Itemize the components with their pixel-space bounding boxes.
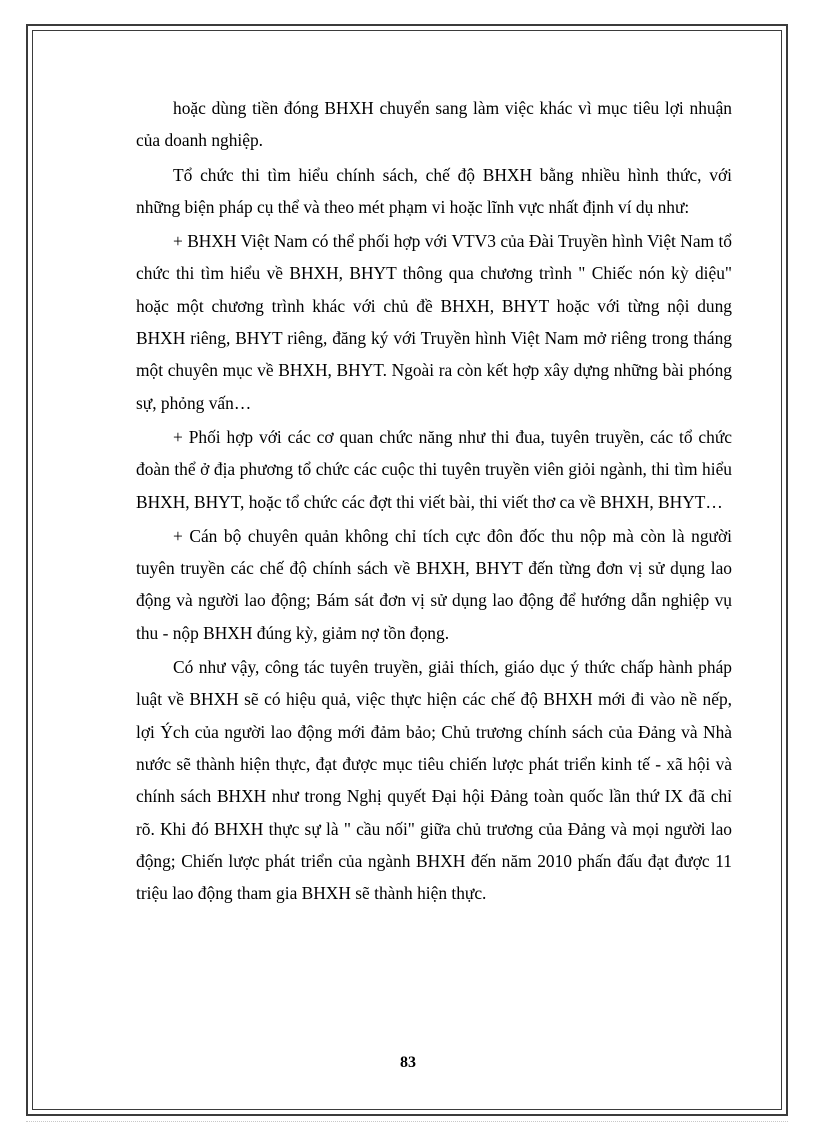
page-number: 83	[400, 1054, 416, 1071]
paragraph-3: + BHXH Việt Nam có thể phối hợp với VTV3 của Đài Truyền hình Việt Nam tổ chức thi tìm hiểu về BHXH, BHYT thông qua chương trình " Chiếc nón kỳ diệu" hoặc một chương trình khác với chủ đề BHXH, BHYT hoặc với từng nội dung BHXH riêng, BHYT riêng, đăng ký với Truyền hình Việt Nam mở riêng trong tháng một chuyên mục về BHXH, BHYT. Ngoài ra còn kết hợp xây dựng những bài phóng sự, phỏng vấn…	[136, 231, 732, 413]
paragraph-5: + Cán bộ chuyên quản không chỉ tích cực đôn đốc thu nộp mà còn là người tuyên truyền các chế độ chính sách về BHXH, BHYT đến từng đơn vị sử dụng lao động và người lao động; Bám sát đơn vị sử dụng lao động để hướng dẫn nghiệp vụ thu - nộp BHXH đúng kỳ, giảm nợ tồn đọng.	[136, 525, 732, 643]
paragraph-1: hoặc dùng tiền đóng BHXH chuyển sang làm việc khác vì mục tiêu lợi nhuận của doanh nghiệp.	[136, 98, 732, 151]
paragraph-4: + Phối hợp với các cơ quan chức năng như thi đua, tuyên truyền, các tổ chức đoàn thể ở địa phương tổ chức các cuộc thi tuyên truyền viên giỏi ngành, thi tìm hiểu BHXH, BHYT, hoặc tổ chức các đợt thi viết bài, thi viết thơ ca về BHXH, BHYT…	[136, 426, 732, 512]
paragraph-2: Tổ chức thi tìm hiểu chính sách, chế độ BHXH bằng nhiều hình thức, với những biện pháp cụ thể và theo mét phạm vi hoặc lĩnh vực nhất định ví dụ như:	[136, 164, 732, 217]
footer-divider	[26, 1121, 788, 1122]
paragraph-6: Có như vậy, công tác tuyên truyền, giải thích, giáo dục ý thức chấp hành pháp luật về BHXH sẽ có hiệu quả, việc thực hiện các chế độ BHXH mới đi vào nề nếp, lợi Ých của người lao động mới đảm bảo; Chủ trương chính sách của Đảng và Nhà nước sẽ thành hiện thực, đạt được mục tiêu chiến lược phát triển kinh tế - xã hội và chính sách BHXH như trong Nghị quyết Đại hội Đảng toàn quốc lần thứ IX đã chỉ rõ. Khi đó BHXH thực sự là " cầu nối" giữa chủ trương của Đảng và mọi người lao động; Chiến lược phát triển của ngành BHXH đến năm 2010 phấn đấu đạt được 11 triệu lao động tham gia BHXH sẽ thành hiện thực.	[136, 657, 732, 904]
body-text	[136, 92, 732, 911]
